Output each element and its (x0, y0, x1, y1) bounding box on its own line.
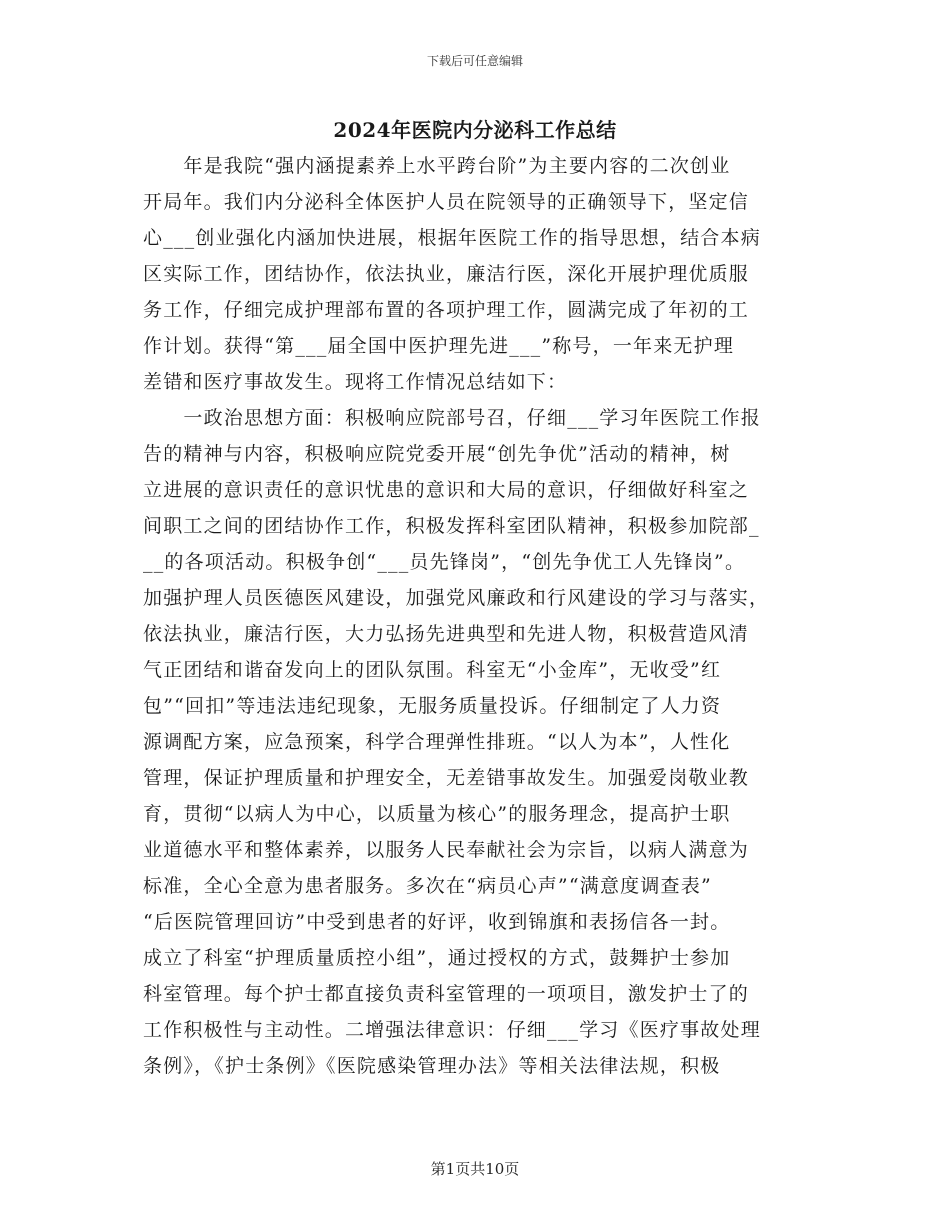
text-line: 气正团结和谐奋发向上的团队氛围。科室无“小金库”，无收受”红 (143, 659, 722, 681)
text-line: 开局年。我们内分泌科全体医护人员在院领导的正确领导下，坚定信 (143, 191, 750, 213)
text-line: 加强护理人员医德医风建设，加强党风廉政和行风建设的学习与落实， (143, 587, 770, 609)
text-line: 依法执业，廉洁行医，大力弘扬先进典型和先进人物，积极营造风清 (143, 623, 750, 645)
text-line: 工作积极性与主动性。二增强法律意识：仔细___学习《医疗事故处理 (143, 1019, 761, 1041)
text-line: 心___创业强化内涵加快进展，根据年医院工作的指导思想，结合本病 (143, 227, 761, 249)
text-line: 告的精神与内容，积极响应院党委开展“创先争优”活动的精神，树 (143, 443, 731, 465)
document-body (143, 148, 815, 1084)
text-line: __的各项活动。积极争创“___员先锋岗”，“创先争优工人先锋岗”。 (143, 551, 746, 573)
page-footer: 第1页共10页 (430, 1160, 520, 1178)
text-line: 成立了科室“护理质量质控小组”，通过授权的方式，鼓舞护士参加 (143, 947, 731, 969)
text-line: 包”“回扣”等违法违纪现象，无服务质量投诉。仔细制定了人力资 (143, 695, 722, 717)
text-line: 年是我院“强内涵提素养上水平跨台阶”为主要内容的二次创业 (143, 155, 731, 177)
text-line: 立进展的意识责任的意识忧患的意识和大局的意识，仔细做好科室之 (143, 479, 750, 501)
text-line: “后医院管理回访”中受到患者的好评，收到锦旗和表扬信各一封。 (143, 911, 731, 933)
text-line: 业道德水平和整体素养，以服务人民奉献社会为宗旨，以病人满意为 (143, 839, 750, 861)
text-line: 一政治思想方面：积极响应院部号召，仔细___学习年医院工作报 (143, 407, 761, 429)
text-line: 区实际工作，团结协作，依法执业，廉洁行医，深化开展护理优质服 (143, 263, 750, 285)
text-line: 标准，全心全意为患者服务。多次在“病员心声”“满意度调查表” (143, 875, 712, 897)
document-title: 2024年医院内分泌科工作总结 (333, 118, 617, 142)
text-line: 科室管理。每个护士都直接负责科室管理的一项项目，激发护士了的 (143, 983, 750, 1005)
text-line: 条例》，《护士条例》《医院感染管理办法》等相关法律法规，积极 (143, 1055, 721, 1077)
text-line: 管理，保证护理质量和护理安全，无差错事故发生。加强爱岗敬业教 (143, 767, 750, 789)
text-line: 作计划。获得“第___届全国中医护理先进___”称号，一年来无护理 (143, 335, 735, 357)
text-line: 源调配方案，应急预案，科学合理弹性排班。“以人为本”，人性化 (143, 731, 731, 753)
text-line: 间职工之间的团结协作工作，积极发挥科室团队精神，积极参加院部_ (143, 515, 760, 537)
header-note: 下载后可任意编辑 (426, 54, 523, 68)
text-line: 差错和医疗事故发生。现将工作情况总结如下： (143, 371, 568, 393)
text-line: 育，贯彻“以病人为中心，以质量为核心”的服务理念，提高护士职 (143, 803, 731, 825)
text-line: 务工作，仔细完成护理部布置的各项护理工作，圆满完成了年初的工 (143, 299, 750, 321)
